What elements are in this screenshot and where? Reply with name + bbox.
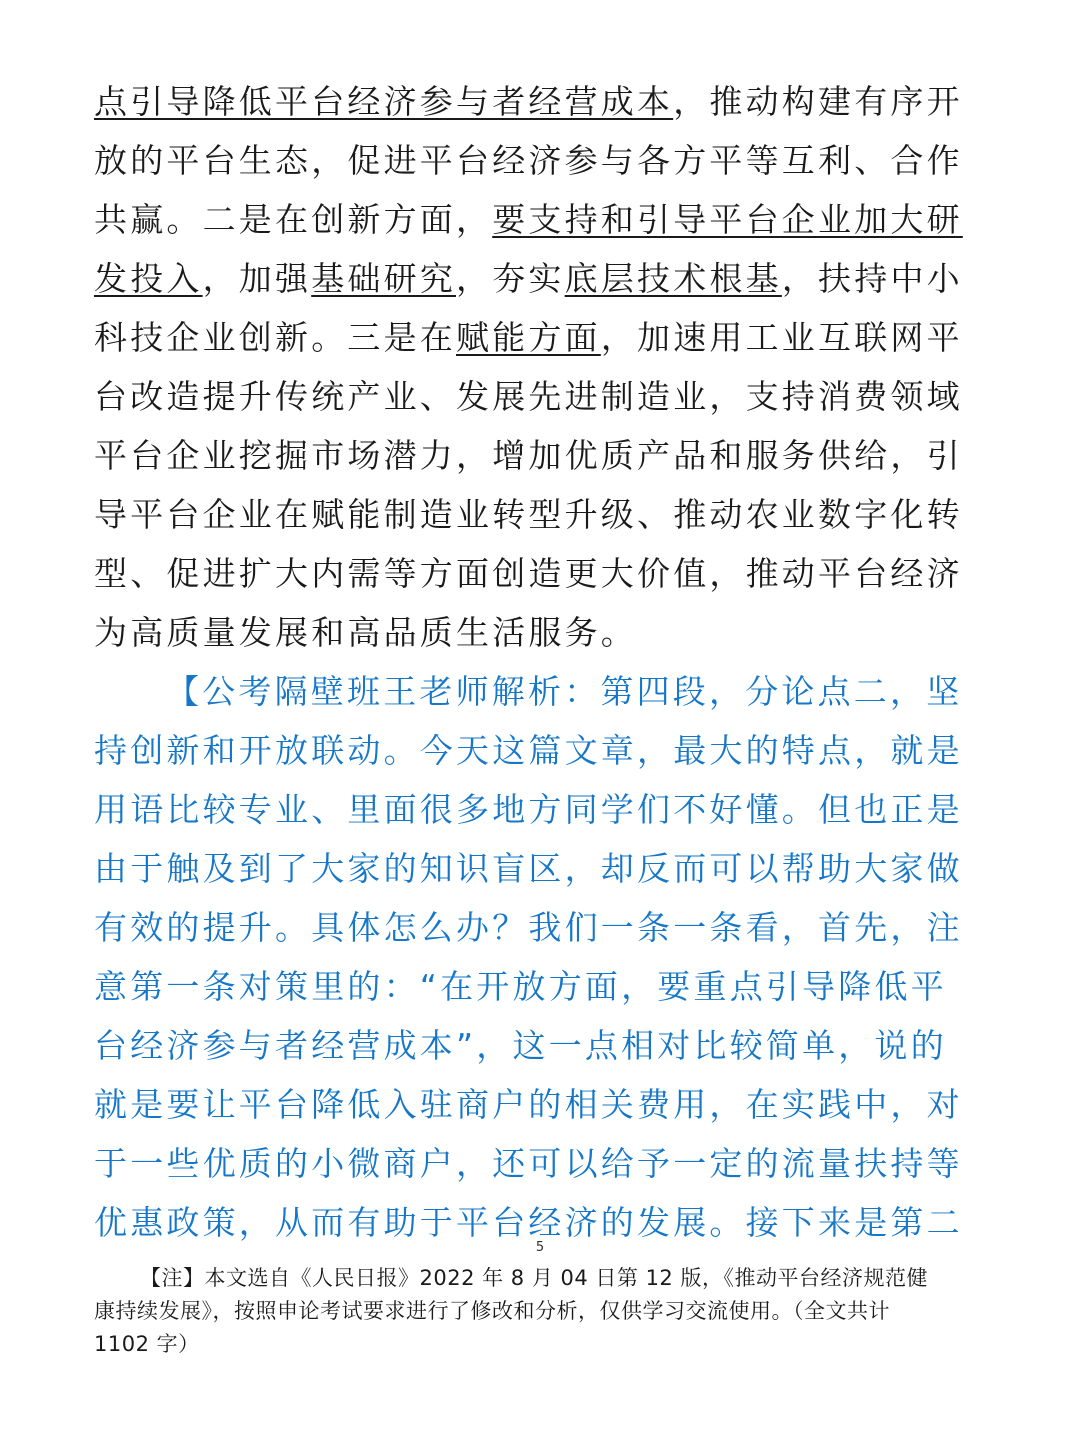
analysis-text-line: 有效的提升。具体怎么办？我们一条一条看，首先，注 (94, 908, 963, 947)
analysis-text-line: 台经济参与者经营成本”，这一点相对比较简单，说的 (94, 1026, 947, 1065)
analysis-text-line: 于一些优质的小微商户，还可以给予一定的流量扶持等 (94, 1144, 963, 1183)
underlined-phrase: 点引导降低平台经济参与者经营成本 (94, 82, 674, 121)
analysis-text-line: 持创新和开放联动。今天这篇文章，最大的特点，就是 (94, 731, 963, 770)
footnote-line: 1102 字） (94, 1332, 200, 1356)
body-text-line (94, 72, 990, 131)
analysis-text-line: 意第一条对策里的：“在开放方面，要重点引导降低平 (94, 967, 947, 1006)
text-block (94, 72, 990, 1252)
underlined-phrase: 底层技术根基 (564, 259, 782, 298)
analysis-text-line: 就是要让平台降低入驻商户的相关费用，在实践中，对 (94, 1085, 963, 1124)
underlined-phrase: 赋能方面 (456, 318, 601, 357)
underlined-phrase: 要支持和引导平台企业加大研 (492, 200, 963, 239)
text-segment: 台改造提升传统产业、发展先进制造业，支持消费领域 (94, 377, 963, 416)
text-segment: 科技企业创新。三是在 (94, 318, 456, 357)
footnote (94, 1262, 994, 1361)
body-text-line (94, 544, 990, 603)
text-segment: 共赢。二是在创新方面， (94, 200, 493, 239)
body-text-line (94, 367, 990, 426)
body-text-line (94, 190, 990, 249)
text-segment: 放的平台生态，促进平台经济参与各方平等互利、合作 (94, 141, 963, 180)
analysis-text-line: 【公考隔壁班王老师解析：第四段，分论点二，坚 (166, 672, 963, 711)
underlined-phrase: 基础研究 (311, 259, 457, 298)
text-segment: ，扶持中小 (781, 259, 963, 298)
text-segment: 导平台企业在赋能制造业转型升级、推动农业数字化转 (94, 495, 963, 534)
analysis-text-line: 优惠政策，从而有助于平台经济的发展。接下来是第二 (94, 1203, 963, 1242)
page-number: 5 (535, 1240, 545, 1255)
text-segment: ，加速用工业互联网平 (600, 318, 963, 357)
analysis-text-line: 用语比较专业、里面很多地方同学们不好懂。但也正是 (94, 790, 963, 829)
body-text-line (94, 485, 990, 544)
text-segment: 型、促进扩大内需等方面创造更大价值，推动平台经济 (94, 554, 963, 593)
body-text-line (94, 131, 990, 190)
footnote-line: 【注】本文选自《人民日报》2022 年 8 月 04 日第 12 版，《推动平台经济规范健 (140, 1266, 928, 1290)
text-segment: ，推动构建有序开 (673, 82, 963, 121)
text-segment: ，加强 (202, 259, 312, 298)
footnote-line: 康持续发展》，按照申论考试要求进行了修改和分析，仅供学习交流使用。（全文共计 (94, 1299, 890, 1323)
body-text-line (94, 249, 990, 308)
underlined-phrase: 发投入 (94, 259, 203, 298)
body-text-line (94, 308, 990, 367)
body-text-line (94, 426, 990, 485)
text-segment: ，夯实 (456, 259, 565, 298)
analysis-text-line: 由于触及到了大家的知识盲区，却反而可以帮助大家做 (94, 849, 963, 888)
body-text-line (94, 603, 990, 662)
text-segment: 为高质量发展和高品质生活服务。 (94, 613, 637, 652)
text-segment: 平台企业挖掘市场潜力，增加优质产品和服务供给，引 (94, 436, 963, 475)
